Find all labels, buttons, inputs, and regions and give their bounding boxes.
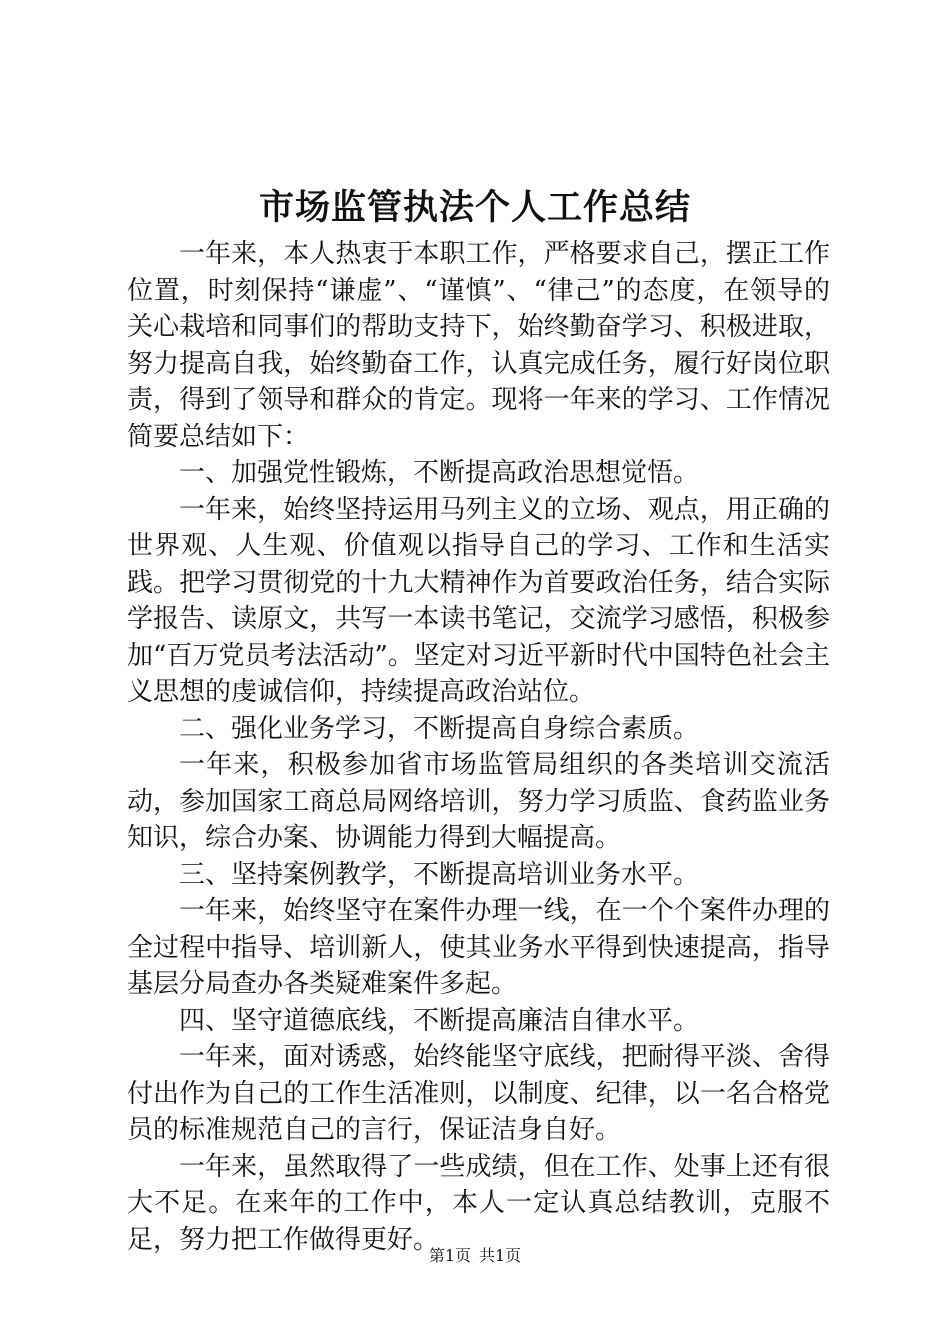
section-heading-2: 二、强化业务学习，不断提高自身综合素质。	[179, 713, 700, 744]
document-title: 市场监管执法个人工作总结	[258, 187, 691, 228]
document-body	[127, 236, 830, 1258]
page-number: 第1页	[428, 1246, 471, 1265]
section-heading-3: 三、坚持案例教学，不断提高培训业务水平。	[179, 859, 700, 890]
paragraph-section-4: 一年来，面对诱惑，始终能坚守底线，把耐得平淡、舍得付出作为自己的工作生活准则，以制度、纪律，以一名合格党员的标准规范自己的言行，保证洁身自好。	[127, 1042, 830, 1145]
paragraph-section-1: 一年来，始终坚持运用马列主义的立场、观点，用正确的世界观、人生观、价值观以指导自己的学习、工作和生活实践。把学习贯彻党的十九大精神作为首要政治任务，结合实际学报告、读原文，共写一本读书笔记，交流学习感悟，积极参加“百万党员考法活动”。坚定对习近平新时代中国特色社会主义思想的虔诚信仰，持续提高政治站位。	[127, 494, 830, 707]
paragraph-conclusion: 一年来，虽然取得了一些成绩，但在工作、处事上还有很大不足。在来年的工作中，本人一定认真总结教训，克服不足，努力把工作做得更好。	[127, 1151, 830, 1255]
page-footer	[0, 1245, 950, 1267]
page-count: 共1页	[479, 1246, 522, 1265]
paragraph-section-3: 一年来，始终坚守在案件办理一线，在一个个案件办理的全过程中指导、培训新人，使其业务水平得到快速提高，指导基层分局查办各类疑难案件多起。	[127, 896, 830, 999]
paragraph-intro: 一年来，本人热衷于本职工作，严格要求自己，摆正工作位置，时刻保持“谦虚”、“谨慎”、“律己”的态度，在领导的关心栽培和同事们的帮助支持下，始终勤奋学习、积极进取，努力提高自我，始终勤奋工作，认真完成任务，履行好岗位职责，得到了领导和群众的肯定。现将一年来的学习、工作情况简要总结如下：	[127, 239, 830, 452]
section-heading-1: 一、加强党性锻炼，不断提高政治思想觉悟。	[179, 458, 700, 488]
paragraph-section-2: 一年来，积极参加省市场监管局组织的各类培训交流活动，参加国家工商总局网络培训，努力学习质监、食药监业务知识，综合办案、协调能力得到大幅提高。	[127, 750, 830, 853]
section-heading-4: 四、坚守道德底线，不断提高廉洁自律水平。	[179, 1005, 700, 1036]
